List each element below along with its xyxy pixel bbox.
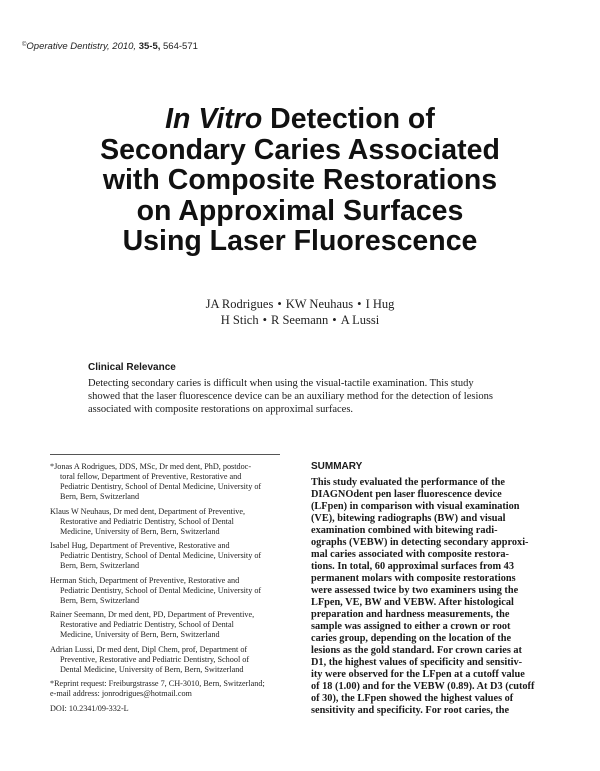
affiliation-line: Adrian Lussi, Dr med dent, Dipl Chem, prof, Department of (50, 644, 248, 654)
summary-line: caries group, depending on the location of the (311, 633, 512, 644)
affiliation-line: toral fellow, Department of Preventive, Restorative and (60, 472, 242, 481)
affiliation-rodrigues (50, 462, 290, 502)
affiliation-line: *Jonas A Rodrigues, DDS, MSc, Dr med dent, PhD, postdoc- (50, 462, 252, 471)
affiliation-line: Klaus W Neuhaus, Dr med dent, Department of Preventive, (50, 506, 246, 516)
title-line-4: on Approximal Surfaces (136, 194, 464, 227)
summary-line: ographs (VEBW) in detecting secondary approxi- (311, 537, 529, 548)
summary-line: D1, the highest values of specificity and sensitiv- (311, 657, 523, 668)
affiliation-line: Herman Stich, Department of Preventive, Restorative and (50, 575, 240, 585)
summary-line: sample was assigned to either a crown or root (311, 621, 511, 632)
journal-header (22, 41, 198, 52)
author-list (100, 296, 500, 328)
summary-line: (LFpen) in comparison with visual examination (311, 501, 520, 512)
author-name: A Lussi (340, 313, 380, 327)
clinical-relevance-line: showed that the laser fluorescence device can be an auxiliary method for the detection of lesions (88, 391, 493, 403)
summary-line: of 30), the LFpen showed the highest values of (311, 693, 514, 704)
affiliation-line: Pediatric Dentistry, School of Dental Medicine, University of (60, 482, 262, 491)
title-line-1-rest: Detection of (262, 103, 435, 135)
summary-text (311, 477, 551, 717)
affiliation-line: Bern, Bern, Switzerland (60, 561, 140, 570)
affiliation-line: Medicine, University of Bern, Bern, Switzerland (60, 630, 220, 639)
summary-line: (VE), bitewing radiographs (BW) and visual (311, 513, 506, 524)
author-name: R Seemann (271, 313, 329, 327)
clinical-relevance-text (88, 377, 518, 417)
summary-line: sensitivity and specificity. For root caries, the (311, 705, 510, 716)
clinical-relevance-heading: Clinical Relevance (88, 362, 176, 373)
journal-name: Operative Dentistry, 2010, (26, 41, 137, 52)
clinical-relevance-line: associated with composite restorations on approximal surfaces. (88, 404, 354, 416)
summary-line: ity were observed for the LFpen at a cutoff value (311, 669, 525, 680)
summary-line: This study evaluated the performance of the (311, 477, 505, 488)
journal-volume: 35-5, (138, 41, 161, 52)
reprint-email: e-mail address: jonrodrigues@hotmail.com (50, 689, 192, 698)
journal-pages: 564-571 (163, 41, 198, 52)
title-line-1 (40, 104, 560, 135)
summary-line: of 18 (1.00) and for the VEBW (0.89). At D3 (cutoff (311, 681, 535, 692)
affiliation-line: Restorative and Pediatric Dentistry, School of Dental (60, 620, 234, 629)
affiliation-hug (50, 541, 290, 571)
affiliation-line: *Reprint request: Freiburgstrasse 7, CH-3010, Bern, Switzerland; (50, 679, 265, 688)
reprint-request (50, 679, 290, 699)
summary-line: mal caries associated with composite restora- (311, 549, 509, 560)
author-name: H Stich (220, 313, 259, 327)
affiliation-line: Restorative and Pediatric Dentistry, School of Dental (60, 516, 234, 526)
summary-line: LFpen, VE, BW and VEBW. After histological (311, 597, 514, 608)
title-line-5: Using Laser Fluorescence (122, 225, 478, 257)
author-line-1 (100, 296, 500, 312)
title-italic-lead: In Vitro (165, 103, 263, 135)
author-name: I Hug (365, 297, 395, 311)
affiliation-stich (50, 576, 290, 606)
author-name: KW Neuhaus (285, 297, 354, 311)
summary-line: DIAGNOdent pen laser fluorescence device (311, 489, 502, 500)
author-separator: • (357, 297, 362, 311)
author-separator: • (332, 313, 337, 327)
affiliation-lussi (50, 645, 290, 675)
doi: DOI: 10.2341/09-332-L (50, 703, 129, 713)
summary-line: lesions as the gold standard. For crown caries at (311, 645, 522, 656)
summary-line: tions. In total, 60 approximal surfaces from 43 (311, 561, 514, 572)
article-title (40, 104, 560, 257)
summary-line: were assessed twice by two examiners using the (311, 585, 519, 596)
author-separator: • (262, 313, 267, 327)
summary-line: permanent molars with composite restorations (311, 573, 516, 584)
affiliation-line: Pediatric Dentistry, School of Dental Medicine, University of (60, 551, 262, 560)
affiliation-line: Pediatric Dentistry, School of Dental Medicine, University of (60, 585, 262, 595)
affiliation-line: Bern, Bern, Switzerland (60, 492, 140, 501)
affiliation-line: Rainer Seemann, Dr med dent, PD, Department of Preventive, (50, 610, 255, 619)
author-line-2 (100, 312, 500, 328)
copyright-mark: © (22, 42, 27, 48)
summary-line: preparation and hardness measurements, the (311, 609, 510, 620)
affiliation-line: Bern, Bern, Switzerland (60, 595, 140, 605)
summary-line: examination combined with bitewing radi- (311, 525, 498, 536)
clinical-relevance-line: Detecting secondary caries is difficult when using the visual-tactile examination. This study (88, 378, 474, 389)
title-line-2: Secondary Caries Associated (100, 133, 500, 166)
title-line-3: with Composite Restorations (102, 164, 498, 196)
affiliation-neuhaus (50, 507, 290, 537)
affiliations (50, 462, 290, 714)
affiliation-line: Isabel Hug, Department of Preventive, Restorative and (50, 541, 230, 550)
author-name: JA Rodrigues (205, 297, 274, 311)
affiliation-line: Dental Medicine, University of Bern, Bern, Switzerland (60, 664, 244, 674)
affiliation-line: Preventive, Restorative and Pediatric Dentistry, School of (60, 654, 250, 664)
affiliation-seemann (50, 610, 290, 640)
author-separator: • (277, 297, 282, 311)
footnote-divider (50, 454, 280, 455)
summary-heading: SUMMARY (311, 461, 363, 472)
affiliation-line: Medicine, University of Bern, Bern, Switzerland (60, 526, 220, 536)
